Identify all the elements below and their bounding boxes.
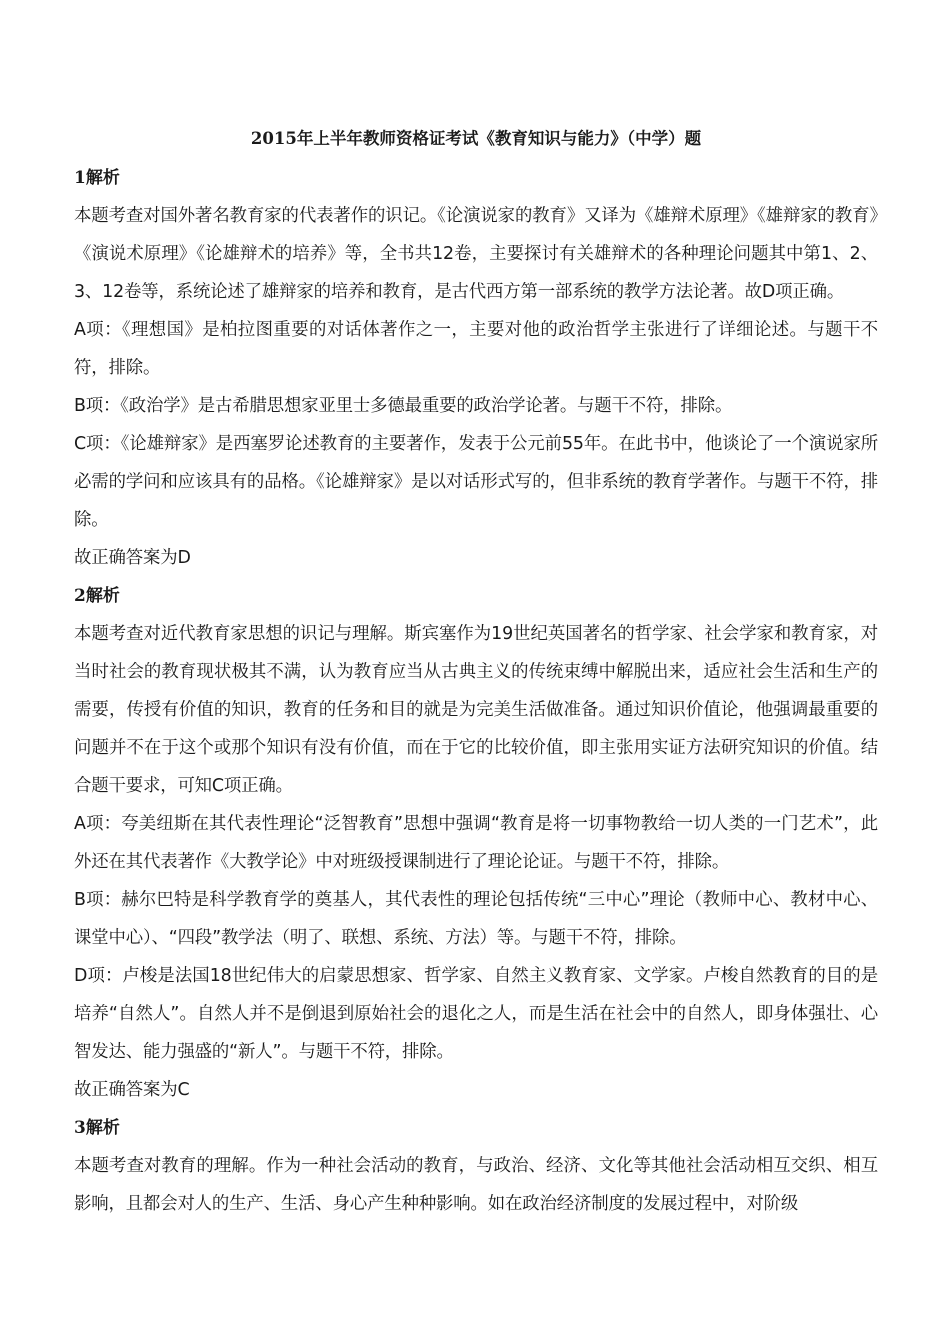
document-page <box>74 123 878 1223</box>
analysis-section-2 <box>74 577 878 1109</box>
paragraph: A项：《理想国》是柏拉图重要的对话体著作之一，主要对他的政治哲学主张进行了详细论述。与题干不符，排除。 <box>74 320 878 378</box>
paragraph: B项：赫尔巴特是科学教育学的奠基人，其代表性的理论包括传统“三中心”理论（教师中心、教材中心、课堂中心）、“四段”教学法（明了、联想、系统、方法）等。与题干不符，排除。 <box>74 890 878 948</box>
paragraph: B项：《政治学》是古希腊思想家亚里士多德最重要的政治学论著。与题干不符，排除。 <box>74 396 733 416</box>
paragraph: 本题考查对近代教育家思想的识记与理解。斯宾塞作为19世纪英国著名的哲学家、社会学家和教育家，对当时社会的教育现状极其不满，认为教育应当从古典主义的传统束缚中解脱出来，适应社会生活和生产的需要，传授有价值的知识，教育的任务和目的就是为完美生活做准备。通过知识价值论，他强调最重要的问题并不在于这个或那个知识有没有价值，而在于它的比较价值，即主张用实证方法研究知识的价值。结合题干要求，可知C项正确。 <box>74 624 878 796</box>
answer-line: 故正确答案为D <box>74 548 191 568</box>
paragraph: C项：《论雄辩家》是西塞罗论述教育的主要著作，发表于公元前55年。在此书中，他谈论了一个演说家所必需的学问和应该具有的品格。《论雄辩家》是以对话形式写的，但非系统的教育学著作。与题干不符，排除。 <box>74 434 878 530</box>
analysis-section-3 <box>74 1109 878 1223</box>
answer-line: 故正确答案为C <box>74 1080 190 1100</box>
paragraph: D项：卢梭是法国18世纪伟大的启蒙思想家、哲学家、自然主义教育家、文学家。卢梭自然教育的目的是培养“自然人”。自然人并不是倒退到原始社会的退化之人，而是生活在社会中的自然人，即身体强壮、心智发达、能力强盛的“新人”。与题干不符，排除。 <box>74 966 878 1062</box>
section-heading: 2解析 <box>74 586 120 606</box>
section-heading: 1解析 <box>74 168 120 188</box>
document-title: 2015年上半年教师资格证考试《教育知识与能力》（中学）题 <box>250 129 702 148</box>
paragraph: 本题考查对教育的理解。作为一种社会活动的教育，与政治、经济、文化等其他社会活动相互交织、相互影响，且都会对人的生产、生活、身心产生种种影响。如在政治经济制度的发展过程中，对阶级 <box>74 1156 878 1214</box>
section-heading: 3解析 <box>74 1118 120 1138</box>
paragraph: 本题考查对国外著名教育家的代表著作的识记。《论演说家的教育》又译为《雄辩术原理》《雄辩家的教育》《演说术原理》《论雄辩术的培养》等，全书共12卷，主要探讨有关雄辩术的各种理论问题其中第1、2、3、12卷等，系统论述了雄辩家的培养和教育，是古代西方第一部系统的教学方法论著。故D项正确。 <box>74 206 878 302</box>
paragraph: A项：夸美纽斯在其代表性理论“泛智教育”思想中强调“教育是将一切事物教给一切人类的一门艺术”，此外还在其代表著作《大教学论》中对班级授课制进行了理论论证。与题干不符，排除。 <box>74 814 878 872</box>
analysis-section-1 <box>74 159 878 577</box>
